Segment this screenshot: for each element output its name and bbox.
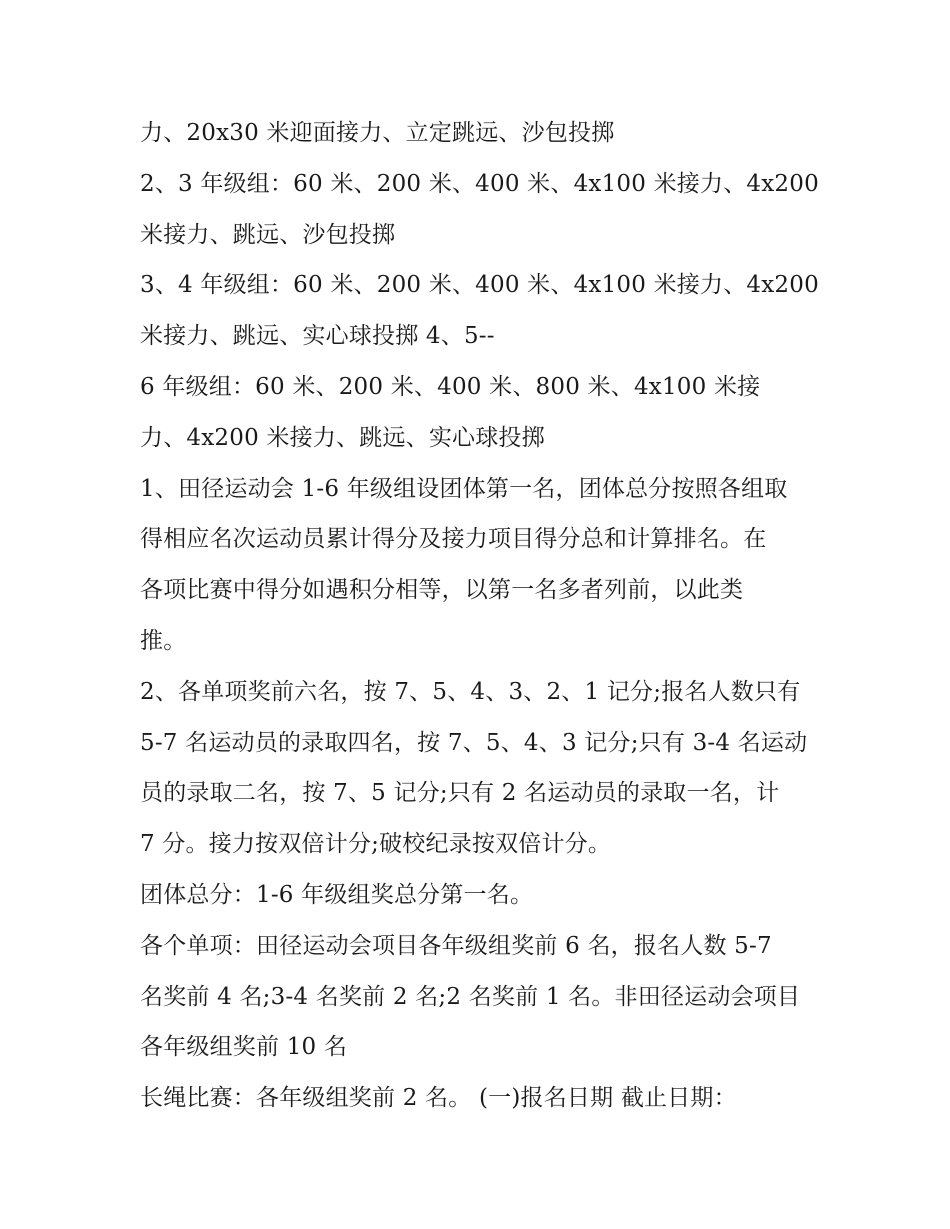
text-line: 5-7 名运动员的录取四名，按 7、5、4、3 记分;只有 3-4 名运动 (140, 729, 808, 756)
text-line: 力、20x30 米迎面接力、立定跳远、沙包投掷 (140, 120, 615, 146)
document-body (140, 108, 820, 1124)
text-line: 2、3 年级组：60 米、200 米、400 米、4x100 米接力、4x200 (140, 170, 819, 197)
text-line: 1、田径运动会 1-6 年级组设团体第一名，团体总分按照各组取 (140, 475, 788, 502)
text-line: 名奖前 4 名;3-4 名奖前 2 名;2 名奖前 1 名。非田径运动会项目 (140, 983, 801, 1010)
text-line: 7 分。接力按双倍计分;破校纪录按双倍计分。 (140, 831, 612, 858)
text-line: 力、4x200 米接力、跳远、实心球投掷 (140, 424, 545, 451)
text-line: 长绳比赛：各年级组奖前 2 名。 (一)报名日期 截止日期： (140, 1085, 737, 1112)
text-line: 团体总分：1-6 年级组奖总分第一名。 (140, 881, 534, 908)
text-line: 米接力、跳远、实心球投掷 4、5-- (140, 323, 495, 350)
text-line: 员的录取二名，按 7、5 记分;只有 2 名运动员的录取一名，计 (140, 780, 780, 807)
text-line: 各项比赛中得分如遇积分相等，以第一名多者列前，以此类 (140, 577, 744, 604)
text-line: 3、4 年级组：60 米、200 米、400 米、4x100 米接力、4x200 (140, 272, 819, 299)
text-line: 2、各单项奖前六名，按 7、5、4、3、2、1 记分;报名人数只有 (140, 678, 801, 705)
text-line: 各年级组奖前 10 名 (140, 1034, 348, 1061)
text-line: 各个单项：田径运动会项目各年级组奖前 6 名，报名人数 5-7 (140, 932, 772, 959)
text-line: 推。 (140, 627, 187, 654)
text-line: 米接力、跳远、沙包投掷 (140, 221, 396, 248)
text-line: 6 年级组：60 米、200 米、400 米、800 米、4x100 米接 (140, 373, 761, 400)
text-line: 得相应名次运动员累计得分及接力项目得分总和计算排名。在 (140, 526, 767, 553)
